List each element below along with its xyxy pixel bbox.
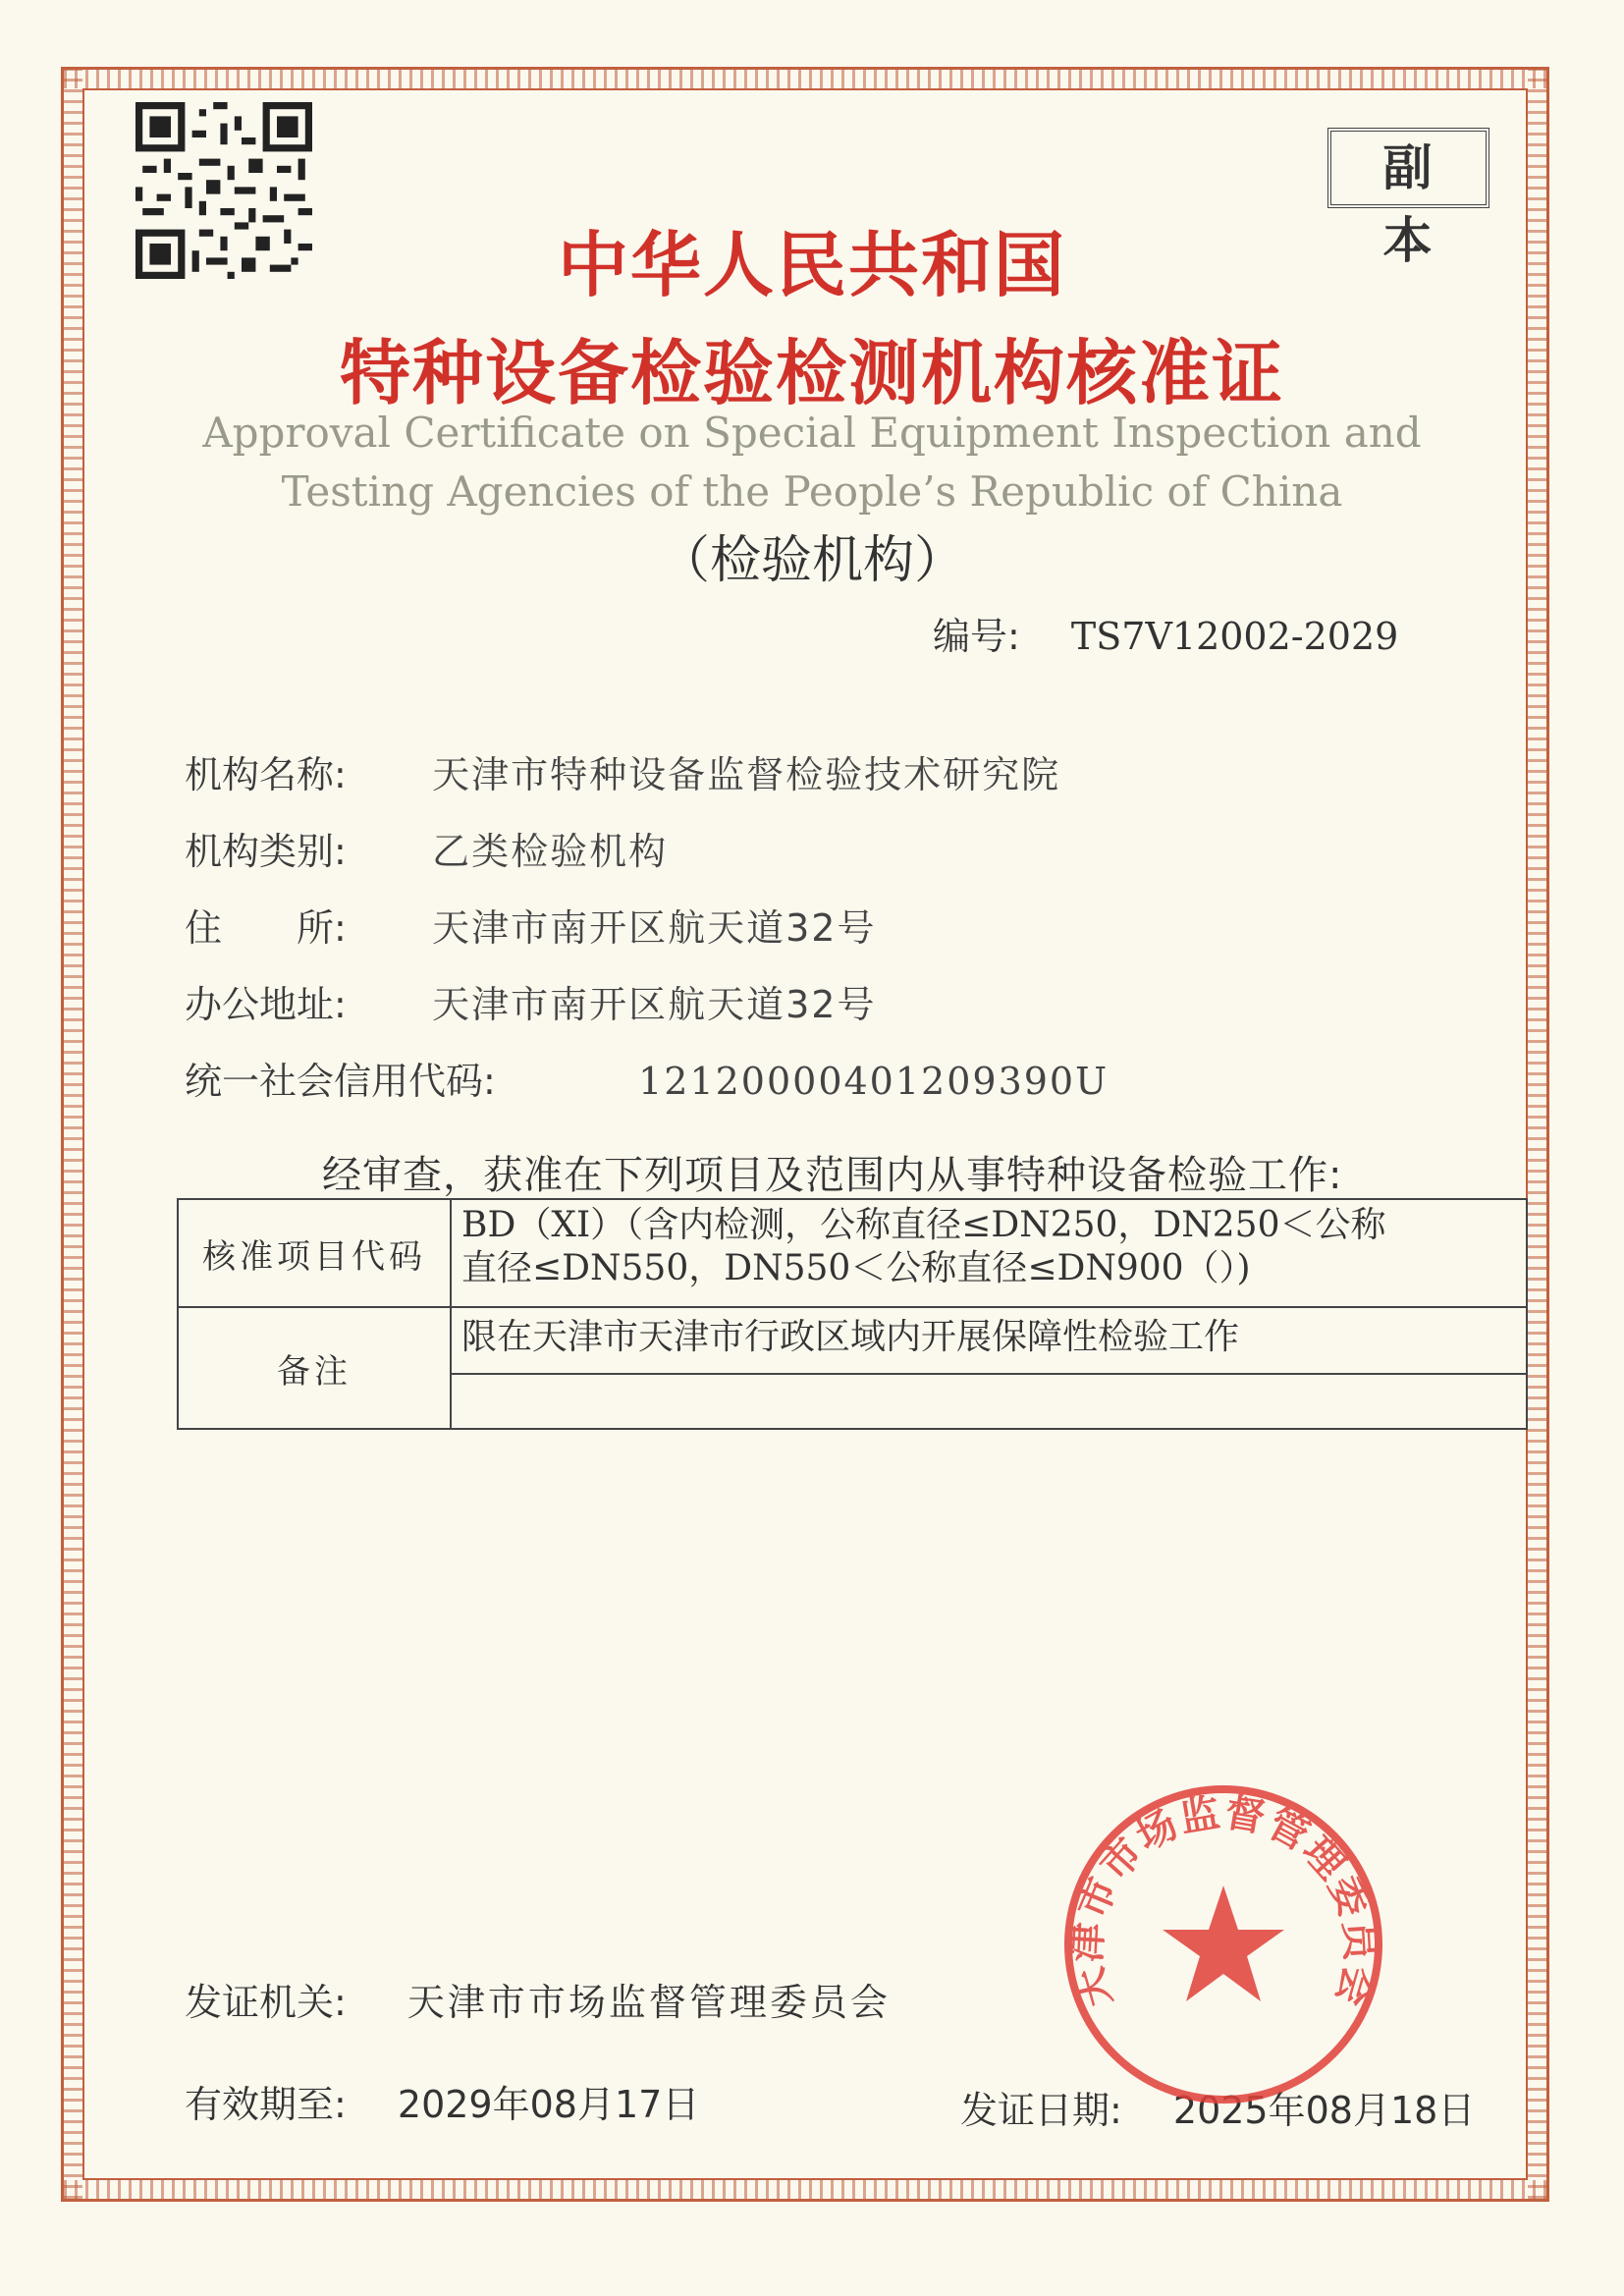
title-cn-line1: 中华人民共和国 — [557, 224, 1066, 306]
scope-intro: 经审查，获准在下列项目及范围内从事特种设备检验工作: — [322, 1153, 1343, 1198]
field-residence — [185, 898, 876, 952]
remark-empty-line — [452, 1375, 1526, 1428]
issue-date-value: 2025年08月18日 — [1172, 2089, 1476, 2132]
code-header: 核准项目代码 — [178, 1199, 451, 1307]
field-agency-category — [185, 821, 668, 875]
field-label: 住 所: — [185, 906, 347, 950]
field-label: 机构名称: — [185, 753, 347, 796]
table-row — [178, 1199, 1527, 1307]
code-line1: BD（XI）（含内检测，公称直径≤DN250，DN250＜公称 — [461, 1205, 1386, 1245]
field-label: 统一社会信用代码: — [185, 1060, 496, 1103]
field-label: 办公地址: — [185, 983, 347, 1026]
valid-until-value: 2029年08月17日 — [397, 2083, 700, 2126]
remark-value: 限在天津市天津市行政区域内开展保障性检验工作 — [452, 1308, 1526, 1375]
valid-until-label: 有效期至: — [185, 2083, 347, 2126]
issuer-label: 发证机关: — [185, 1981, 347, 2024]
field-credit-code — [185, 1051, 1109, 1105]
field-value: 天津市南开区航天道32号 — [432, 906, 877, 950]
remark-content — [451, 1307, 1527, 1429]
code-content — [451, 1199, 1527, 1307]
field-value: 天津市特种设备监督检验技术研究院 — [432, 753, 1061, 796]
field-agency-name — [185, 744, 1060, 798]
title-en-line2: Testing Agencies of the People’s Republic of China — [281, 467, 1343, 516]
valid-until — [185, 2074, 699, 2128]
field-value: 天津市南开区航天道32号 — [432, 983, 877, 1026]
subtitle: （检验机构） — [658, 531, 965, 590]
issuing-authority — [185, 1972, 891, 2026]
title-cn-line2: 特种设备检验检测机构核准证 — [339, 332, 1284, 414]
certificate-number — [933, 606, 1398, 660]
issuer-value: 天津市市场监督管理委员会 — [406, 1981, 891, 2024]
table-row — [178, 1307, 1527, 1429]
scope-table — [177, 1198, 1528, 1430]
field-label: 机构类别: — [185, 830, 347, 873]
remark-header: 备注 — [178, 1307, 451, 1429]
field-office-address — [185, 974, 876, 1028]
field-value: 12120000401209390U — [638, 1060, 1110, 1103]
star-icon — [1163, 1886, 1284, 2001]
issue-date-label: 发证日期: — [960, 2089, 1122, 2132]
certificate-number-label: 编号: — [933, 615, 1020, 658]
copy-stamp: 副本 — [1327, 128, 1489, 208]
seal-text: 天津市市场监督管理委员会 — [1064, 1789, 1382, 2013]
field-value: 乙类检验机构 — [432, 830, 669, 873]
certificate-number-value: TS7Ⅴ12002-2029 — [1070, 615, 1399, 658]
official-seal — [1056, 1777, 1390, 2111]
title-en-line1: Approval Certificate on Special Equipment Inspection and — [202, 409, 1422, 457]
code-line2: 直径≤DN550，DN550＜公称直径≤DN900（）) — [461, 1248, 1251, 1288]
